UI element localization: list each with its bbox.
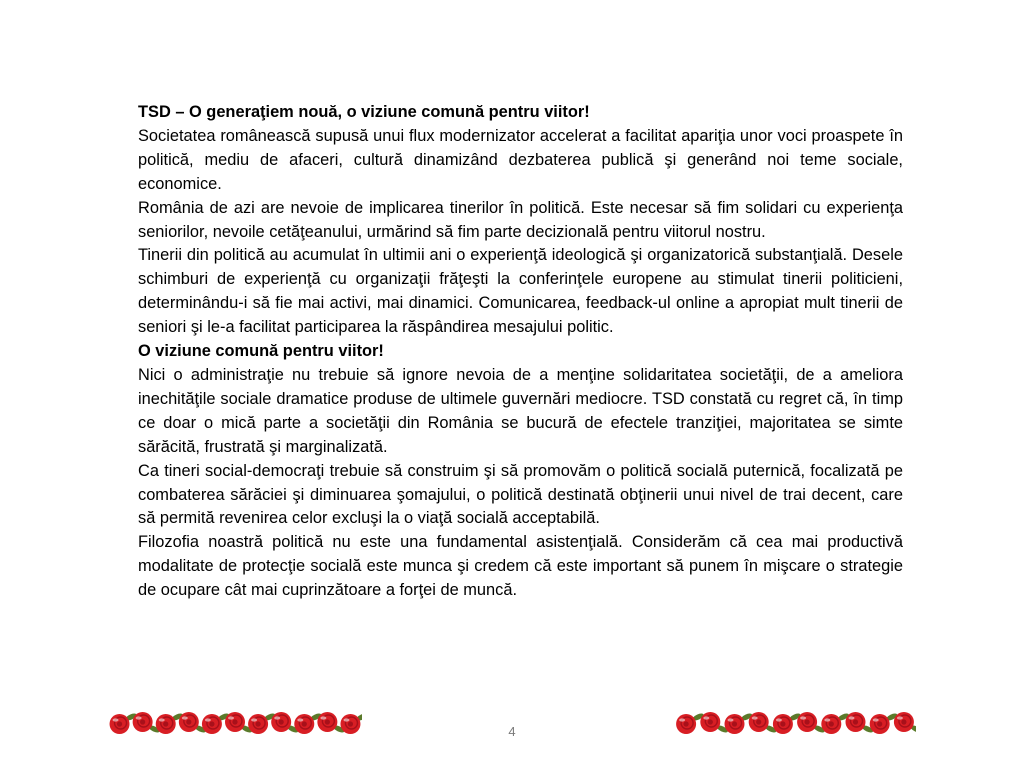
rose-icon xyxy=(271,712,291,732)
section-heading: O viziune comună pentru viitor! xyxy=(138,342,384,361)
body-paragraph: Societatea românească supusă unui flux modernizator accelerat a facilitat apariţia unor voci proaspete în politică, mediu de afaceri, cultură dinamizând dezbaterea publică şi generând noi teme sociale, economice. xyxy=(138,126,903,193)
rose-border-right-icon xyxy=(674,707,916,739)
rose-icon xyxy=(870,714,890,734)
body-paragraph: Filozofia noastră politică nu este una fundamental asistenţială. Considerăm că cea mai productivă modalitate de protecţie socială este munca şi credem că este important să punem în mişcare o strategie de ocupare cât mai cuprinzătoare a forţei de muncă. xyxy=(138,533,903,600)
rose-icon xyxy=(225,712,245,732)
rose-icon xyxy=(156,714,176,734)
rose-icon xyxy=(700,712,720,732)
rose-icon xyxy=(749,712,769,732)
rose-icon xyxy=(894,712,914,732)
rose-icon xyxy=(317,712,337,732)
body-paragraph: Ca tineri social-democraţi trebuie să construim şi să promovăm o politică socială puternică, focalizată pe combaterea sărăciei şi diminuarea şomajului, o politică destinată obţinerii unui nivel de trai decent, care să permită revenirea celor excluşi la o viaţă socială acceptabilă. xyxy=(138,461,903,528)
rose-icon xyxy=(676,714,696,734)
rose-icon xyxy=(294,714,314,734)
rose-border-left-icon xyxy=(108,707,362,739)
rose-icon xyxy=(846,712,866,732)
rose-icon xyxy=(797,712,817,732)
rose-icon xyxy=(202,714,222,734)
slide-body-text xyxy=(138,101,903,603)
rose-icon xyxy=(340,714,360,734)
rose-icon xyxy=(179,712,199,732)
rose-icon xyxy=(133,712,153,732)
rose-icon xyxy=(248,714,268,734)
page-number: 4 xyxy=(508,724,516,739)
rose-icon xyxy=(773,714,793,734)
body-paragraph: România de azi are nevoie de implicarea tinerilor în politică. Este necesar să fim solidari cu experienţa seniorilor, nevoile cetăţeanului, urmărind să fim parte decizională pentru viitorul nostru. xyxy=(138,198,903,241)
body-paragraph: Tinerii din politică au acumulat în ultimii ani o experienţă ideologică şi organizatorică substanţială. Desele schimburi de experienţă cu organizaţii frăţeşti la conferinţele europene au stimulat tinerii politicieni, determinându-i să fie mai activi, mai dinamici. Comunicarea, feedback-ul online a apropiat mult tinerii de seniori şi le-a facilitat participarea la răspândirea mesajului politic. xyxy=(138,246,903,337)
rose-icon xyxy=(725,714,745,734)
body-paragraph: Nici o administraţie nu trebuie să ignore nevoia de a menţine solidaritatea societăţii, de a ameliora inechităţile sociale dramatice produse de ultimele guvernări mediocre. TSD constată cu regret că, în timp ce doar o mică parte a societăţii din România se bucură de efectele tranziţiei, majoritatea se simte sărăcită, frustrată şi marginalizată. xyxy=(138,365,903,456)
rose-icon xyxy=(821,714,841,734)
slide-title: TSD – O generaţiem nouă, o viziune comună pentru viitor! xyxy=(138,103,590,121)
rose-icon xyxy=(110,714,130,734)
